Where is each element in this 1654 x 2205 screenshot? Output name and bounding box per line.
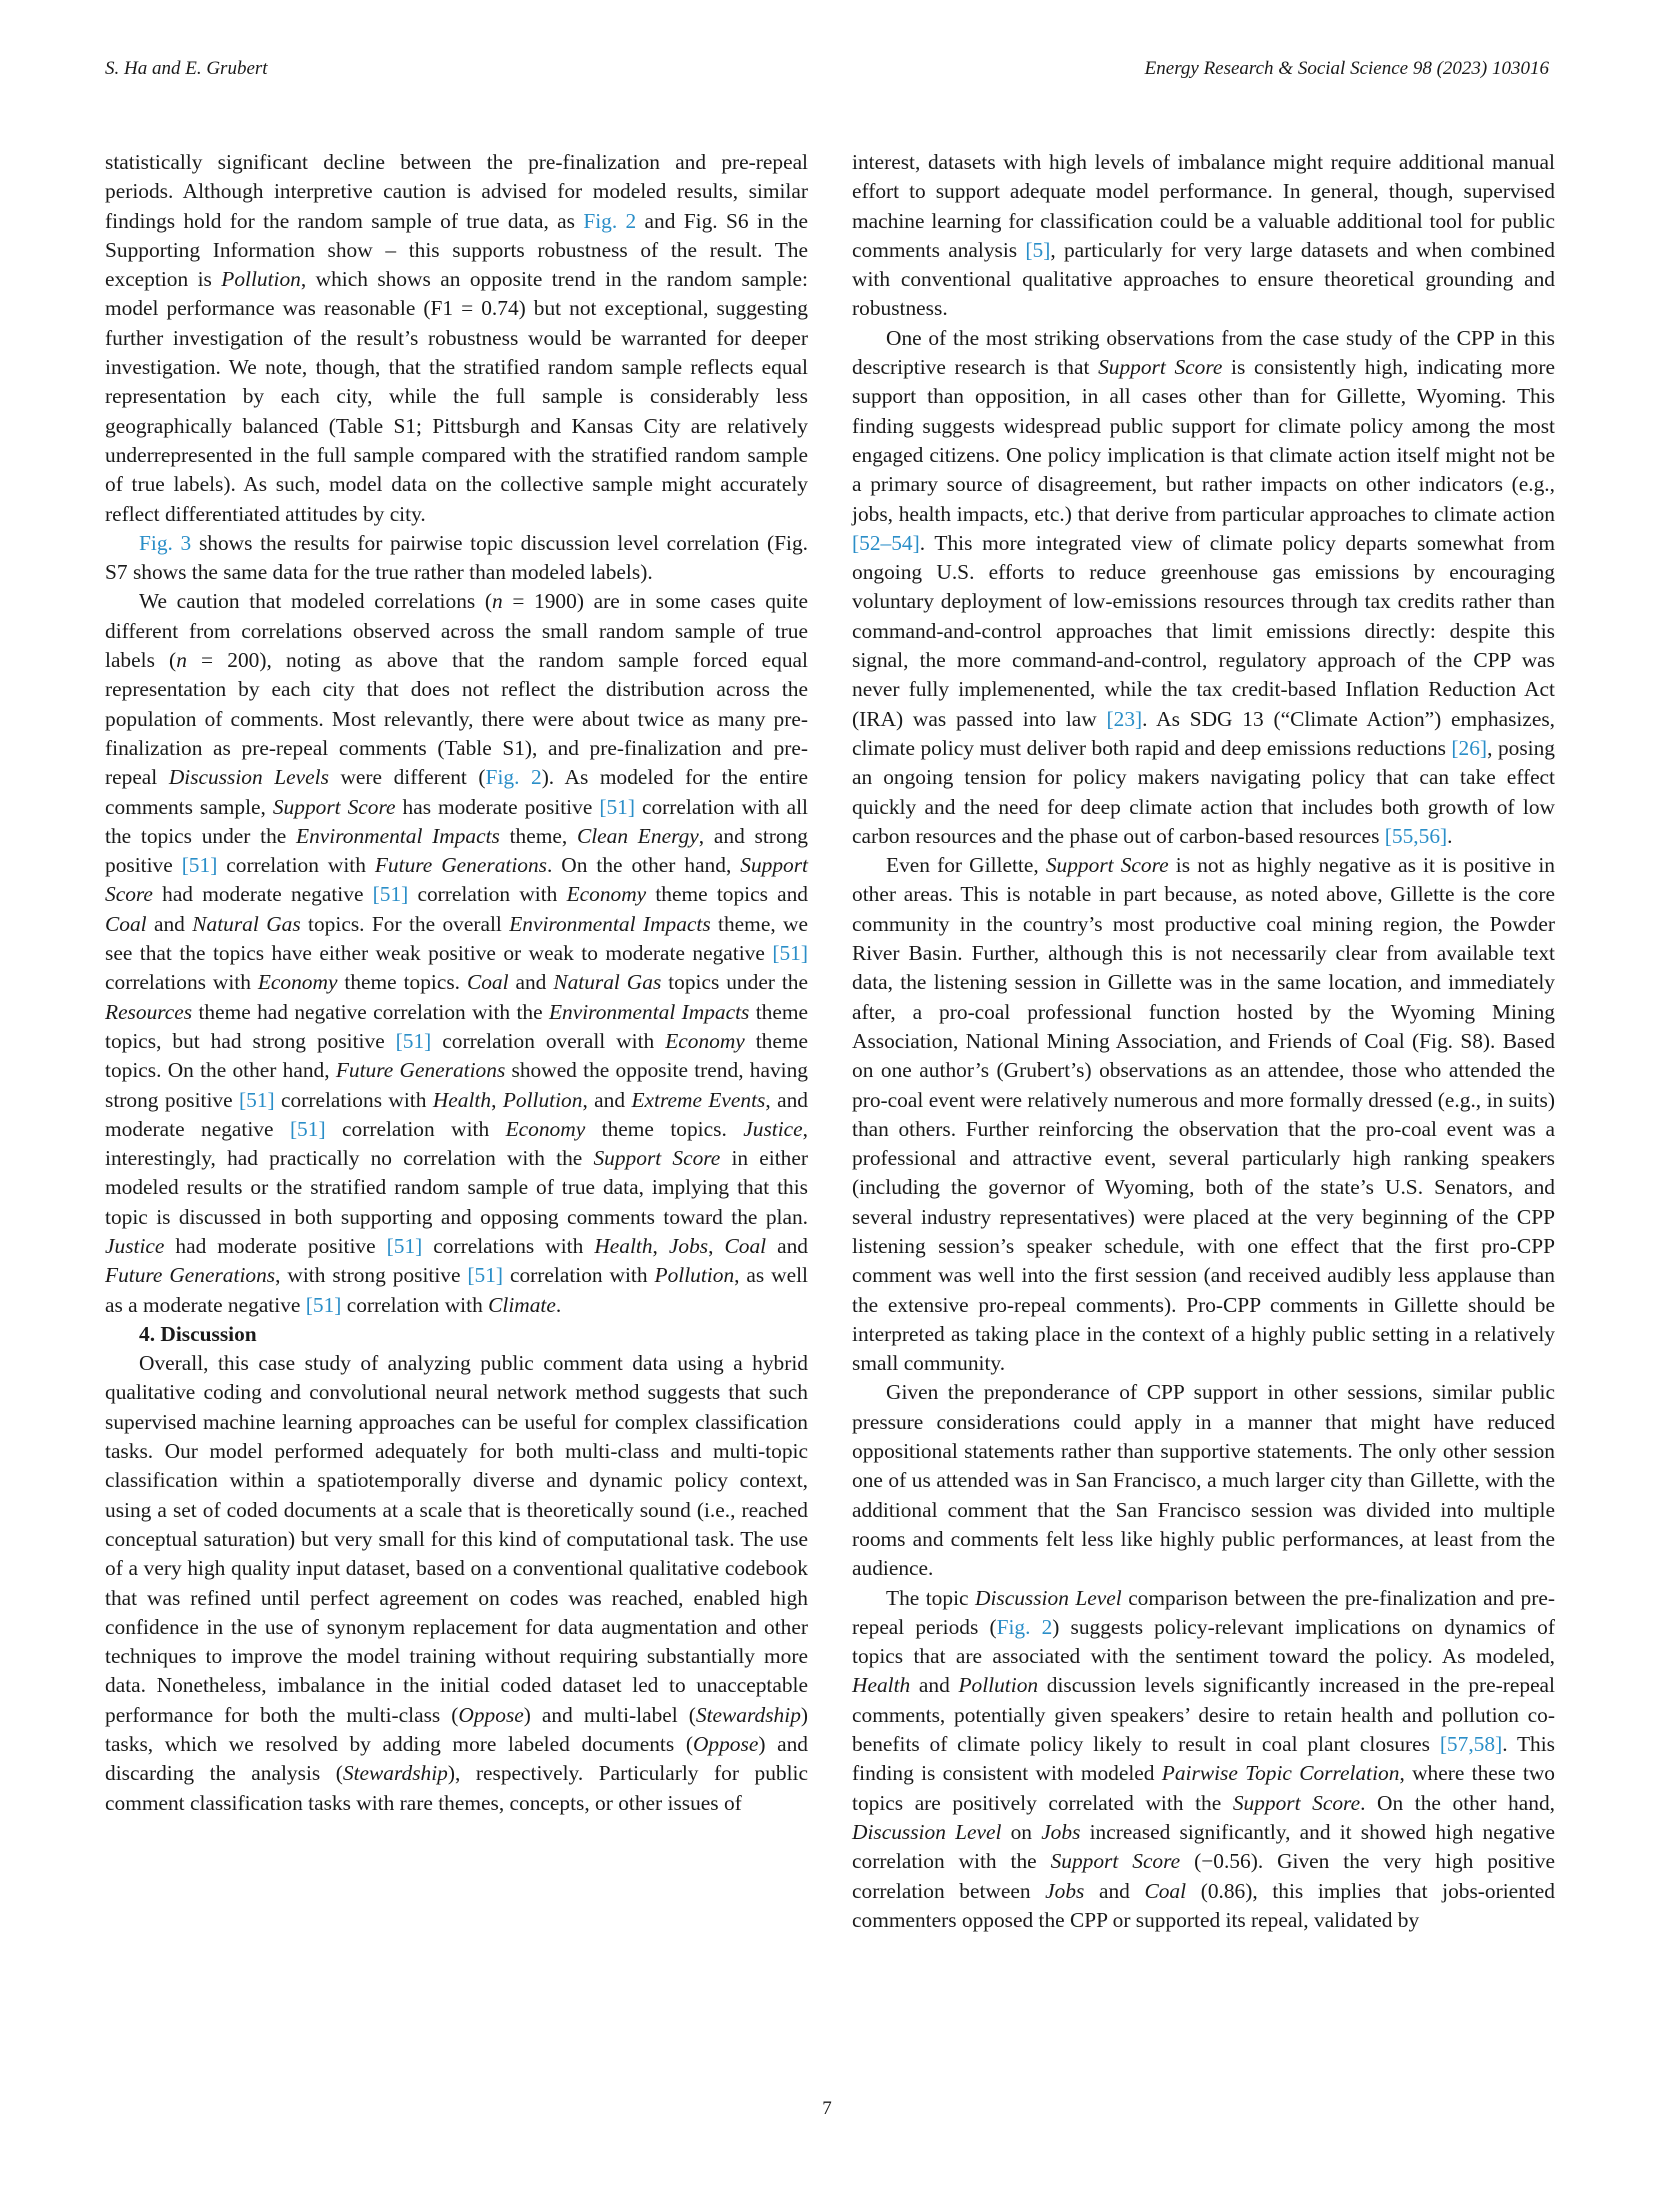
paragraph: [852, 1584, 1555, 1936]
text-run: , interestingly, had practically no correlation with the: [105, 1116, 808, 1171]
text-run: correlation overall with: [431, 1028, 666, 1053]
text-run: . This more integrated view of climate policy departs somewhat from ongoing U.S. efforts to reduce greenhouse gas emissions by encouraging voluntary deployment of low-emissions resources through tax credits rather than command-and-control approaches that limit emissions directly: despite this signal, the more command-and-control, regulatory approach of the CPP was never fully implemenented, while the tax credit-based Inflation Reduction Act (IRA) was passed into law: [852, 530, 1555, 731]
reference-link[interactable]: [51]: [305, 1292, 342, 1317]
reference-link[interactable]: [51]: [772, 941, 808, 966]
reference-link[interactable]: Fig. 2: [485, 765, 542, 790]
text-run: We caution that modeled correlations (: [139, 589, 492, 614]
italic-term: Jobs: [1041, 1819, 1081, 1844]
text-run: ,: [491, 1087, 503, 1112]
section-heading: 4. Discussion: [139, 1321, 257, 1346]
text-run: , posing an ongoing tension for policy makers navigating policy that can take effect quickly and the need for deep climate action that includes both growth of low carbon resources and the phase out of carbon-based resources: [852, 735, 1555, 848]
italic-term: Support Score: [593, 1146, 721, 1171]
text-run: correlation with all the topics under the: [105, 794, 809, 848]
italic-term: Economy: [505, 1116, 586, 1141]
text-run: = 1900) are in some cases quite different from correlations observed across the small random sample of true labels (: [105, 589, 808, 673]
italic-term: Economy: [566, 882, 647, 907]
text-run: correlation with: [503, 1263, 655, 1288]
text-run: , and strong positive: [105, 823, 808, 878]
italic-term: Environmental Impacts: [509, 911, 711, 936]
reference-link[interactable]: [51]: [599, 794, 635, 819]
text-run: (0.86), this implies that jobs-oriented commenters opposed the CPP or supported its repeal, validated by: [852, 1878, 1555, 1932]
text-run: is not as highly negative as it is positive in other areas. This is notable in part because, as noted above, Gillette is the core community in the country’s most productive coal mining region, the Powder River Basin. Further, although this is not necessarily clear from available text data, the listening session in Gillette was in the same location, and immediately after, a pro-coal professional function hosted by the Wyoming Mining Association, National Mining Association, and Friends of Coal (Fig. S8). Based on one author’s (Grubert’s) observations as an attendee, those who attended the pro-coal event were relatively numerous and more formally dressed (e.g., in suits) than others. Further reinforcing the observation that the pro-coal event was a professional and attractive event, several particularly high ranking speakers (including the governor of Wyoming, both of the state’s U.S. Senators, and several industry representatives) were placed at the very beginning of the CPP listening session’s speaker schedule, with one effect that the first pro-CPP comment was well into the first session (and received audibly less applause than the extensive pro-repeal comments). Pro-CPP comments in Gillette should be interpreted as taking place in the context of a highly public setting in a relatively small community.: [852, 853, 1555, 1376]
text-run: , particularly for very large datasets and when combined with conventional qualitative approaches to ensure theoretical grounding and robustness.: [852, 237, 1555, 321]
text-run: . As SDG 13 (“Climate Action”) emphasizes, climate policy must deliver both rapid and deep emissions reductions: [852, 706, 1556, 760]
italic-term: Pollution: [958, 1673, 1039, 1698]
italic-term: Economy: [665, 1028, 745, 1053]
italic-term: Future Generations: [335, 1058, 506, 1083]
text-run: ) and discarding the analysis (: [105, 1732, 809, 1786]
text-run: comparison between the pre-finalization and pre-repeal periods (: [852, 1585, 1555, 1639]
italic-term: Justice: [743, 1116, 803, 1141]
italic-term: Discussion Level: [975, 1585, 1122, 1610]
text-run: correlations with: [422, 1233, 595, 1258]
italic-term: Jobs: [1045, 1878, 1085, 1903]
text-run: increased significantly, and it showed high negative correlation with the: [852, 1819, 1555, 1874]
paragraph: [105, 1349, 808, 1818]
reference-link[interactable]: [57,58]: [1439, 1732, 1503, 1757]
text-run: correlation with: [341, 1292, 489, 1317]
text-run: theme topics, but had strong positive: [105, 999, 809, 1053]
italic-term: n: [176, 648, 187, 673]
italic-term: Coal: [105, 911, 147, 936]
text-run: ) and multi-label (: [523, 1702, 696, 1727]
text-run: , and moderate negative: [105, 1087, 808, 1141]
italic-term: Oppose: [692, 1732, 759, 1757]
text-run: were different (: [328, 765, 486, 790]
text-run: correlation with: [325, 1116, 506, 1141]
italic-term: Future Generations: [105, 1263, 276, 1288]
text-run: ) tasks, which we resolved by adding more labeled documents (: [105, 1702, 809, 1757]
text-run: . On the other hand,: [547, 853, 741, 878]
text-run: topics under the: [661, 970, 808, 995]
paragraph: [852, 324, 1555, 851]
text-run: Even for Gillette,: [886, 853, 1046, 878]
paragraph: [852, 148, 1555, 324]
text-run: and Fig. S6 in the Supporting Information show – this supports robustness of the result. The exception is: [105, 208, 808, 292]
text-run: topics. For the overall: [300, 911, 510, 936]
text-run: , where these two topics are positively correlated with the: [852, 1761, 1555, 1815]
text-run: . This finding is consistent with modeled: [852, 1732, 1555, 1786]
text-run: shows the results for pairwise topic discussion level correlation (Fig. S7 shows the same data for the true rather than modeled labels).: [105, 530, 808, 585]
running-header: [105, 58, 1549, 88]
text-run: Given the preponderance of CPP support in other sessions, similar public pressure considerations could apply in a manner that might have reduced oppositional statements rather than supportive statements. The only other session one of us attended was in San Francisco, a much larger city than Gillette, with the additional comment that the San Francisco session was divided into multiple rooms and comments felt less like highly public performances, at least from the audience.: [852, 1380, 1555, 1581]
italic-term: Climate: [488, 1292, 556, 1317]
italic-term: Stewardship: [695, 1702, 801, 1727]
text-run: theme topics. On the other hand,: [105, 1028, 809, 1083]
text-run: ,: [708, 1233, 725, 1258]
text-run: = 200), noting as above that the random sample forced equal representation by each city that does not reflect the distribution across the population of comments. Most relevantly, there were about twice as many pre-finalization as pre-repeal comments (Table S1), and pre-finalization and pre-repeal: [105, 648, 808, 790]
text-run: and: [910, 1673, 959, 1698]
reference-link[interactable]: [52–54]: [852, 530, 920, 555]
reference-link[interactable]: [51]: [386, 1233, 423, 1258]
text-run: theme topics.: [337, 970, 467, 995]
italic-term: Resources: [105, 999, 193, 1024]
text-run: theme topics.: [585, 1116, 744, 1141]
reference-link[interactable]: [51]: [467, 1263, 504, 1288]
italic-term: Support Score: [1098, 355, 1223, 380]
text-run: on: [1001, 1819, 1042, 1844]
text-run: , as well as a moderate negative: [105, 1263, 808, 1317]
text-run: and: [1084, 1878, 1145, 1903]
italic-term: Pollution: [221, 267, 301, 292]
italic-term: Justice: [105, 1233, 165, 1258]
header-journal: Energy Research & Social Science 98 (2023) 103016: [1144, 58, 1549, 79]
italic-term: Health: [852, 1673, 911, 1698]
text-run: correlation with: [217, 853, 375, 878]
text-run: correlations with: [105, 970, 258, 995]
italic-term: Coal: [466, 970, 509, 995]
italic-term: Pollution: [654, 1263, 735, 1288]
paragraph: [852, 1378, 1555, 1583]
italic-term: Health: [594, 1233, 653, 1258]
italic-term: Pollution: [502, 1087, 583, 1112]
italic-term: Discussion Level: [852, 1819, 1002, 1844]
italic-term: Support Score: [272, 794, 396, 819]
reference-link[interactable]: [23]: [1106, 706, 1143, 731]
text-run: had moderate positive: [164, 1233, 387, 1258]
italic-term: Natural Gas: [192, 911, 301, 936]
italic-term: Clean Energy: [576, 823, 699, 848]
text-run: .: [1447, 823, 1453, 848]
italic-term: Environmental Impacts: [296, 823, 500, 848]
text-run: correlation with: [408, 882, 567, 907]
reference-link[interactable]: Fig. 2: [583, 208, 637, 233]
italic-term: Support Score: [105, 853, 808, 907]
italic-term: Discussion Levels: [168, 765, 329, 790]
reference-link[interactable]: [51]: [395, 1028, 432, 1053]
reference-link[interactable]: Fig. 2: [996, 1614, 1053, 1639]
text-run: statistically significant decline between the pre-finalization and pre-repeal periods. Although interpretive caution is advised for modeled results, similar findings hold for the random sample of true data, as: [105, 150, 808, 233]
text-run: interest, datasets with high levels of imbalance might require additional manual effort to support adequate model performance. In general, though, supervised machine learning for classification could be a valuable additional tool for public comments analysis: [852, 150, 1555, 262]
text-run: and: [766, 1233, 808, 1258]
text-run: theme topics and: [646, 882, 808, 907]
right-column: [852, 148, 1555, 1935]
text-run: , with strong positive: [275, 1263, 468, 1288]
page-number: 7: [822, 2098, 832, 2119]
left-column: [105, 148, 808, 1818]
text-run: showed the opposite trend, having strong positive: [105, 1058, 809, 1112]
italic-term: Stewardship: [342, 1761, 448, 1786]
italic-term: Oppose: [458, 1702, 524, 1727]
reference-link[interactable]: [26]: [1451, 735, 1488, 760]
text-run: in either modeled results or the stratified random sample of true data, implying that this topic is discussed in both supporting and opposing comments toward the plan.: [105, 1146, 808, 1229]
text-run: discussion levels significantly increased in the pre-repeal comments, potentially given speakers’ desire to retain health and pollution co-benefits of climate policy likely to result in coal plant closures: [852, 1673, 1555, 1757]
reference-link[interactable]: [51]: [181, 853, 218, 878]
italic-term: Economy: [257, 970, 338, 995]
text-run: ) suggests policy-relevant implications on dynamics of topics that are associated with the sentiment toward the policy. As modeled,: [852, 1614, 1555, 1669]
italic-term: Natural Gas: [553, 970, 662, 995]
italic-term: Extreme Events: [631, 1087, 766, 1112]
italic-term: Support Score: [1045, 853, 1169, 878]
text-run: ), respectively. Particularly for public comment classification tasks with rare themes, concepts, or other issues of: [105, 1761, 808, 1815]
reference-link[interactable]: [55,56]: [1384, 823, 1448, 848]
reference-link[interactable]: Fig. 3: [139, 530, 192, 555]
text-run: ,: [652, 1233, 669, 1258]
paragraph: [852, 851, 1555, 1378]
text-run: and: [146, 911, 193, 936]
text-run: The topic: [886, 1585, 975, 1610]
text-run: ). As modeled for the entire comments sample,: [105, 765, 808, 819]
text-run: .: [555, 1292, 562, 1317]
text-run: , and: [582, 1087, 632, 1112]
italic-term: Health: [432, 1087, 492, 1112]
reference-link[interactable]: [51]: [239, 1087, 275, 1112]
italic-term: n: [491, 589, 503, 614]
header-authors: S. Ha and E. Grubert: [105, 58, 268, 79]
reference-link[interactable]: [51]: [289, 1116, 326, 1141]
paragraph: [105, 529, 808, 588]
italic-term: Support Score: [1050, 1849, 1181, 1874]
italic-term: Coal: [724, 1233, 767, 1258]
text-run: , which shows an opposite trend in the random sample: model performance was reasonable (F1 = 0.74) but not exceptional, suggesting further investigation of the result’s robustness would be warranted for deeper investigation. We note, though, that the stratified random sample reflects equal representation by each city, while the full sample is considerably less geographically balanced (Table S1; Pittsburgh and Kansas City are relatively underrepresented in the full sample compared with the stratified random sample of true labels). As such, model data on the collective sample might accurately reflect differentiated attitudes by city.: [105, 267, 808, 526]
paragraph: [105, 148, 808, 529]
text-run: and: [508, 970, 554, 995]
text-run: . On the other hand,: [1360, 1790, 1555, 1815]
text-run: Overall, this case study of analyzing public comment data using a hybrid qualitative coding and convolutional neural network method suggests that such supervised machine learning approaches can be useful for complex classification tasks. Our model performed adequately for both multi-class and multi-topic classification within a spatiotemporally diverse and dynamic policy context, using a set of coded documents at a scale that is theoretically sound (i.e., reached conceptual saturation) but very small for this kind of computational task. The use of a very high quality input dataset, based on a conventional qualitative codebook that was refined until perfect agreement on codes was reached, enabled high confidence in the use of synonym replacement for data augmentation and other techniques to improve the model training without requiring substantially more data. Nonetheless, imbalance in the initial coded dataset led to unacceptable performance for both the multi-class (: [105, 1351, 808, 1727]
text-run: has moderate positive: [395, 794, 600, 819]
text-run: theme, we see that the topics have either weak positive or weak to moderate negative: [105, 911, 808, 966]
reference-link[interactable]: [51]: [372, 882, 409, 907]
italic-term: Environmental Impacts: [548, 999, 750, 1024]
text-run: had moderate negative: [152, 882, 373, 907]
text-run: theme had negative correlation with the: [192, 999, 549, 1024]
italic-term: Coal: [1144, 1878, 1187, 1903]
italic-term: Support Score: [1232, 1790, 1361, 1815]
text-run: One of the most striking observations from the case study of the CPP in this descriptive research is that: [852, 325, 1555, 380]
italic-term: Future Generations: [374, 853, 547, 878]
italic-term: Pairwise Topic Correlation: [1161, 1761, 1400, 1786]
paragraph: [105, 587, 808, 1319]
text-run: correlations with: [274, 1087, 433, 1112]
text-run: (−0.56). Given the very high positive correlation between: [852, 1849, 1555, 1903]
text-run: is consistently high, indicating more support than opposition, in all cases other than for Gillette, Wyoming. This finding suggests widespread public support for climate policy among the most engaged citizens. One policy implication is that climate action itself might not be a primary source of disagreement, but rather impacts on other indicators (e.g., jobs, health impacts, etc.) that derive from particular approaches to climate action: [852, 355, 1555, 526]
reference-link[interactable]: [5]: [1025, 237, 1051, 262]
italic-term: Jobs: [668, 1233, 709, 1258]
text-run: theme,: [499, 823, 577, 848]
